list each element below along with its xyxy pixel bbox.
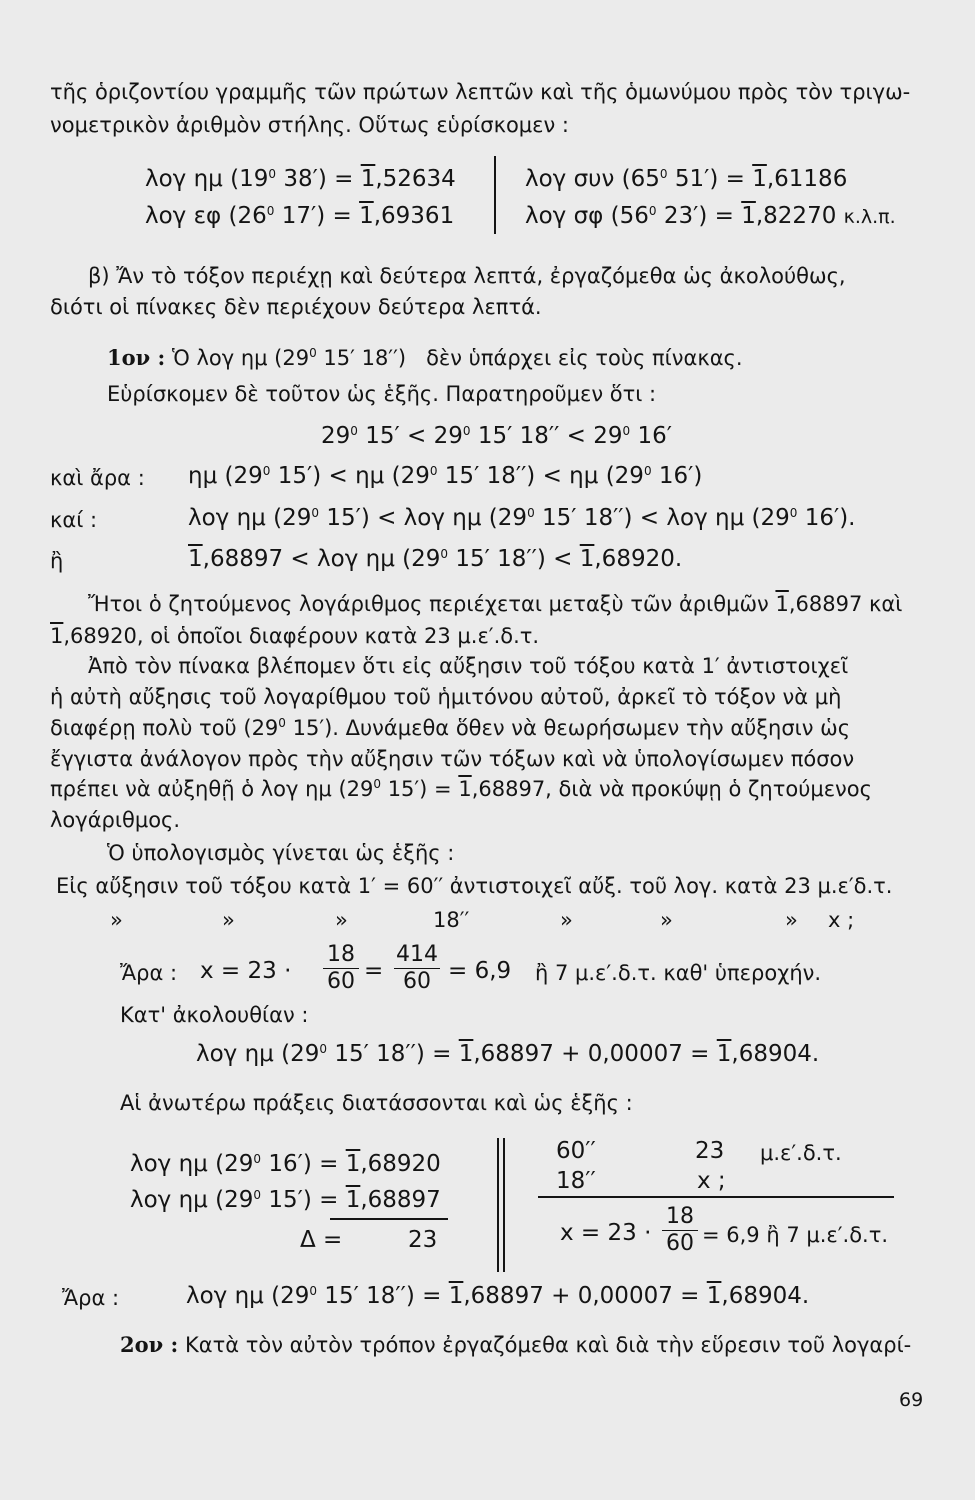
arrange-fraction-18-60: $\frac{18}{60}$ [662, 1204, 698, 1257]
arrange-result: = 6,9 ἢ 7 μ.ε′.δ.τ. [702, 1223, 889, 1247]
para-2-line-3: διαφέρῃ πολὺ τοῦ ($29^0$ 15′). Δυνάμεθα ὅθεν νὰ θεωρήσωμεν τὴν αὔξησιν ὡς [50, 716, 851, 740]
part-b-line-2: διότι οἱ πίνακες δὲν περιέχουν δεύτερα λεπτά. [50, 295, 542, 319]
part-b-line-1: β) Ἄν τὸ τόξον περιέχῃ καὶ δεύτερα λεπτά, ἐργαζόμεθα ὡς ἀκολούθως, [88, 264, 846, 288]
example-log-cot: λογ σφ ($56^0$ 23′) = 1,82270 κ.λ.π. [525, 203, 896, 229]
page-number: 69 [899, 1389, 924, 1411]
arrange-intro: Αἱ ἀνωτέρω πράξεις διατάσσονται καὶ ὡς ἑξῆς : [120, 1091, 633, 1115]
arrange-divider-2 [503, 1138, 505, 1272]
arrange-row-15: λογ ημ ($29^0$ 15′) = 1,68897 [130, 1187, 441, 1213]
arrange-60-seconds: 60′′ [556, 1138, 596, 1164]
arrange-x: x ; [697, 1168, 726, 1194]
para-1-line-2: 1,68920, οἱ ὁποῖοι διαφέρουν κατὰ 23 μ.ε′.δ.τ. [50, 624, 540, 648]
example-log-sin: λογ ημ ($19^0$ 38′) = 1,52634 [145, 166, 456, 192]
arrange-18-seconds: 18′′ [556, 1168, 596, 1194]
calc-ditto-3: » [335, 908, 348, 932]
para-2-line-6: λογάριθμος. [50, 808, 181, 832]
x-equation: x = 23 · [200, 958, 292, 984]
para-2-line-2: ἡ αὐτὴ αὔξησις τοῦ λογαρίθμου τοῦ ἡμιτόνου αὐτοῦ, ἀρκεῖ τὸ τόξον νὰ μὴ [50, 685, 842, 709]
arrange-sum-rule [330, 1218, 448, 1220]
arrange-delta-value: 23 [408, 1227, 438, 1253]
final-ara-label: Ἄρα : [62, 1286, 120, 1310]
calc-ditto-2: » [222, 908, 235, 932]
para-2-line-4: ἔγγιστα ἀνάλογον πρὸς τὴν αὔξησιν τῶν τόξων καὶ νὰ ὑπολογίσωμεν πόσον [50, 747, 855, 771]
calc-value-18: 18′′ [433, 908, 470, 932]
example-log-tan: λογ εφ ($26^0$ 17′) = 1,69361 [145, 203, 455, 229]
eta-label: ἢ [50, 549, 64, 573]
arrange-x-equation: x = 23 · [560, 1220, 652, 1246]
calc-intro: Ὁ ὑπολογισμὸς γίνεται ὡς ἑξῆς : [107, 841, 455, 865]
inequality-logs: λογ ημ ($29^0$ 15′) < λογ ημ ($29^0$ 15′ 18′′) < λογ ημ ($29^0$ 16′). [188, 505, 856, 531]
second-case-line: 2ον : Κατὰ τὸν αὐτὸν τρόπον ἐργαζόμεθα καὶ διὰ τὴν εὕρεσιν τοῦ λογαρί- [120, 1332, 912, 1357]
para-1-line-1: Ἤτοι ὁ ζητούμενος λογάριθμος περιέχεται μεταξὺ τῶν ἀριθμῶν 1,68897 καὶ [88, 592, 903, 616]
calc-ditto-6: » [785, 908, 798, 932]
calc-ditto-4: » [560, 908, 573, 932]
kat-akolouthian-result: λογ ημ ($29^0$ 15′ 18′′) = 1,68897 + 0,00007 = 1,68904. [196, 1041, 820, 1067]
arrange-23: 23 [695, 1138, 725, 1164]
examples-divider [494, 156, 496, 234]
arrange-row-16: λογ ημ ($29^0$ 16′) = 1,68920 [130, 1151, 441, 1177]
arrange-proportion-rule [538, 1196, 894, 1198]
first-case-line: 1ον : Ὁ λογ ημ ($29^0$ 15′ 18′′) δὲν ὑπάρχει εἰς τοὺς πίνακας. [107, 345, 743, 370]
arrange-delta: Δ = [300, 1227, 343, 1253]
inequality-sines: ημ ($29^0$ 15′) < ημ ($29^0$ 15′ 18′′) < ημ ($29^0$ 16′) [188, 463, 703, 489]
example-log-cos: λογ συν ($65^0$ 51′) = 1,61186 [525, 166, 848, 192]
kai-ara-label: καὶ ἄρα : [50, 466, 145, 490]
final-result: λογ ημ ($29^0$ 15′ 18′′) = 1,68897 + 0,00007 = 1,68904. [186, 1283, 810, 1309]
calc-ditto-1: » [110, 908, 123, 932]
result-6-9: = 6,9 [448, 958, 512, 984]
calc-proportion-1: Εἰς αὔξησιν τοῦ τόξου κατὰ 1′ = 60′′ ἀντιστοιχεῖ αὔξ. τοῦ λογ. κατὰ 23 μ.ε′δ.τ. [56, 874, 893, 898]
calc-x: x ; [828, 908, 855, 932]
fraction-18-60: $\frac{18}{60}$ [323, 942, 359, 995]
arrange-divider-1 [497, 1138, 499, 1272]
kat-akolouthian-label: Κατ' ἀκολουθίαν : [120, 1003, 309, 1027]
kai-label: καί : [50, 508, 98, 532]
intro-line-1: τῆς ὁριζοντίου γραμμῆς τῶν πρώτων λεπτῶν καὶ τῆς ὁμωνύμου πρὸς τὸν τριγω- [50, 80, 911, 104]
ara-label: Ἄρα : [120, 961, 178, 985]
inequality-arcs: $29^0$ $15' < 29^0$ 15′ $18'' < 29^0$ 16′ [321, 423, 672, 449]
first-case-line-2: Εὑρίσκομεν δὲ τοῦτον ὡς ἑξῆς. Παρατηροῦμεν ὅτι : [107, 382, 657, 406]
fraction-414-60: $\frac{414}{60}$ [396, 942, 438, 994]
calc-ditto-5: » [660, 908, 673, 932]
intro-line-2: νομετρικὸν ἀριθμὸν στήλης. Οὕτως εὑρίσκομεν : [50, 113, 569, 137]
para-2-line-5: πρέπει νὰ αὐξηθῇ ὁ λογ ημ ($29^0$ 15′) = 1,68897, διὰ νὰ προκύψῃ ὁ ζητούμενος [50, 777, 872, 801]
arrange-unit: μ.ε′.δ.τ. [760, 1141, 842, 1165]
para-2-line-1: Ἀπὸ τὸν πίνακα βλέπομεν ὅτι εἰς αὔξησιν τοῦ τόξου κατὰ 1′ ἀντιστοιχεῖ [88, 654, 849, 678]
equals-sign: = [364, 958, 384, 984]
inequality-values: 1,68897 < λογ ημ ($29^0$ 15′ 18′′) < 1,68920. [188, 546, 683, 572]
result-tail: ἢ 7 μ.ε′.δ.τ. καθ' ὑπεροχήν. [535, 961, 822, 985]
